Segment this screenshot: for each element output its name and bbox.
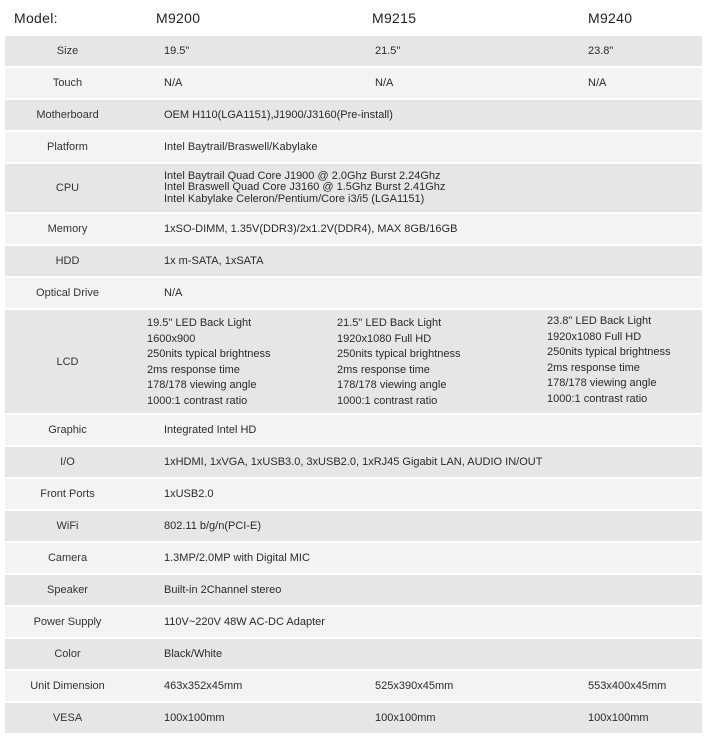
- memory-value: 1xSO-DIMM, 1.35V(DDR3)/2x1.2V(DDR4), MAX 8GB/16GB: [164, 223, 458, 235]
- row-graphic: [5, 415, 702, 447]
- row-size: [5, 36, 702, 68]
- row-unit-dimension: [5, 671, 702, 703]
- row-vesa: [5, 703, 702, 735]
- row-front-ports: [5, 479, 702, 511]
- lcd-line: 178/178 viewing angle: [147, 379, 257, 392]
- cpu-values: [164, 164, 698, 212]
- row-speaker: [5, 575, 702, 607]
- vesa-m9240: 100x100mm: [588, 712, 649, 724]
- model-m9240: M9240: [588, 10, 633, 26]
- io-value: 1xHDMI, 1xVGA, 1xUSB3.0, 3xUSB2.0, 1xRJ45 Gigabit LAN, AUDIO IN/OUT: [164, 456, 543, 468]
- row-io: [5, 447, 702, 479]
- row-cpu: [5, 164, 702, 214]
- lcd-m9240: [547, 314, 671, 408]
- cpu-line: Intel Baytrail Quad Core J1900 @ 2.0Ghz Burst 2.24Ghz: [164, 169, 441, 182]
- model-label: Model:: [14, 10, 58, 26]
- power-supply-value: 110V~220V 48W AC-DC Adapter: [164, 616, 325, 628]
- front-ports-value: 1xUSB2.0: [164, 488, 214, 500]
- row-label: VESA: [52, 712, 83, 724]
- row-touch: [5, 68, 702, 100]
- row-camera: [5, 543, 702, 575]
- graphic-value: Integrated Intel HD: [164, 424, 257, 436]
- cpu-line: Intel Braswell Quad Core J3160 @ 1.5Ghz Burst 2.41Ghz: [164, 181, 446, 194]
- lcd-line: 19.5" LED Back Light: [147, 317, 252, 329]
- lcd-line: 2ms response time: [147, 363, 240, 376]
- lcd-line: 250nits typical brightness: [147, 348, 271, 361]
- row-label: Touch: [52, 77, 83, 89]
- camera-value: 1.3MP/2.0MP with Digital MIC: [164, 552, 310, 564]
- lcd-line: 1000:1 contrast ratio: [547, 392, 648, 405]
- cpu-line: Intel Kabylake Celeron/Pentium/Core i3/i5 (LGA1151): [164, 192, 425, 205]
- color-value: Black/White: [164, 648, 223, 660]
- lcd-m9215: [337, 316, 461, 410]
- row-hdd: [5, 246, 702, 278]
- lcd-line: 178/178 viewing angle: [547, 377, 657, 390]
- lcd-line: 178/178 viewing angle: [337, 379, 447, 392]
- dimension-m9200: 463x352x45mm: [164, 680, 243, 692]
- row-memory: [5, 214, 702, 246]
- row-label: Memory: [47, 223, 88, 235]
- row-label: Camera: [47, 552, 88, 564]
- lcd-line: 1920x1080 Full HD: [337, 332, 432, 345]
- model-m9200: M9200: [156, 10, 201, 26]
- platform-value: Intel Baytrail/Braswell/Kabylake: [164, 141, 318, 153]
- row-motherboard: [5, 100, 702, 132]
- lcd-line: 23.8" LED Back Light: [547, 315, 652, 327]
- lcd-line: 1600x900: [147, 332, 196, 345]
- touch-m9215: N/A: [375, 77, 394, 89]
- lcd-line: 250nits typical brightness: [337, 348, 461, 361]
- row-label: Motherboard: [36, 109, 99, 121]
- row-label: Front Ports: [40, 488, 95, 500]
- touch-m9200: N/A: [164, 77, 183, 89]
- row-label: Power Supply: [33, 616, 102, 628]
- dimension-m9215: 525x390x45mm: [375, 680, 454, 692]
- lcd-line: 2ms response time: [547, 361, 640, 374]
- row-platform: [5, 132, 702, 164]
- row-label: Optical Drive: [36, 287, 99, 299]
- row-label: Unit Dimension: [30, 680, 105, 692]
- row-power-supply: [5, 607, 702, 639]
- row-wifi: [5, 511, 702, 543]
- size-m9215: 21.5": [375, 45, 401, 57]
- row-label: Graphic: [48, 424, 87, 436]
- vesa-m9200: 100x100mm: [164, 712, 225, 724]
- lcd-m9200: [147, 316, 271, 410]
- spec-table: [5, 36, 702, 735]
- vesa-m9215: 100x100mm: [375, 712, 436, 724]
- row-color: [5, 639, 702, 671]
- touch-m9240: N/A: [588, 77, 607, 89]
- dimension-m9240: 553x400x45mm: [588, 680, 667, 692]
- hdd-value: 1x m-SATA, 1xSATA: [164, 255, 264, 267]
- lcd-line: 1000:1 contrast ratio: [147, 394, 248, 407]
- lcd-line: 1000:1 contrast ratio: [337, 394, 438, 407]
- row-label: HDD: [55, 255, 80, 267]
- row-lcd: [5, 310, 702, 415]
- lcd-line: 21.5" LED Back Light: [337, 317, 442, 329]
- size-m9240: 23.8": [588, 45, 614, 57]
- size-m9200: 19.5": [164, 45, 190, 57]
- row-optical-drive: [5, 278, 702, 310]
- row-label: Platform: [47, 141, 88, 153]
- wifi-value: 802.11 b/g/n(PCI-E): [164, 520, 262, 532]
- row-label: Speaker: [47, 584, 88, 596]
- model-m9215: M9215: [372, 10, 417, 26]
- row-label: LCD: [56, 355, 79, 368]
- lcd-line: 1920x1080 Full HD: [547, 330, 642, 343]
- motherboard-value: OEM H110(LGA1151),J1900/J3160(Pre-install): [164, 109, 393, 121]
- row-label: Size: [56, 45, 79, 57]
- row-label: I/O: [60, 456, 75, 468]
- table-header: [0, 0, 711, 36]
- optical-drive-value: N/A: [164, 287, 183, 299]
- lcd-line: 2ms response time: [337, 363, 430, 376]
- lcd-line: 250nits typical brightness: [547, 346, 671, 359]
- row-label: WiFi: [56, 520, 79, 532]
- row-label: CPU: [55, 182, 80, 194]
- row-label: Color: [54, 648, 81, 660]
- speaker-value: Built-in 2Channel stereo: [164, 584, 282, 596]
